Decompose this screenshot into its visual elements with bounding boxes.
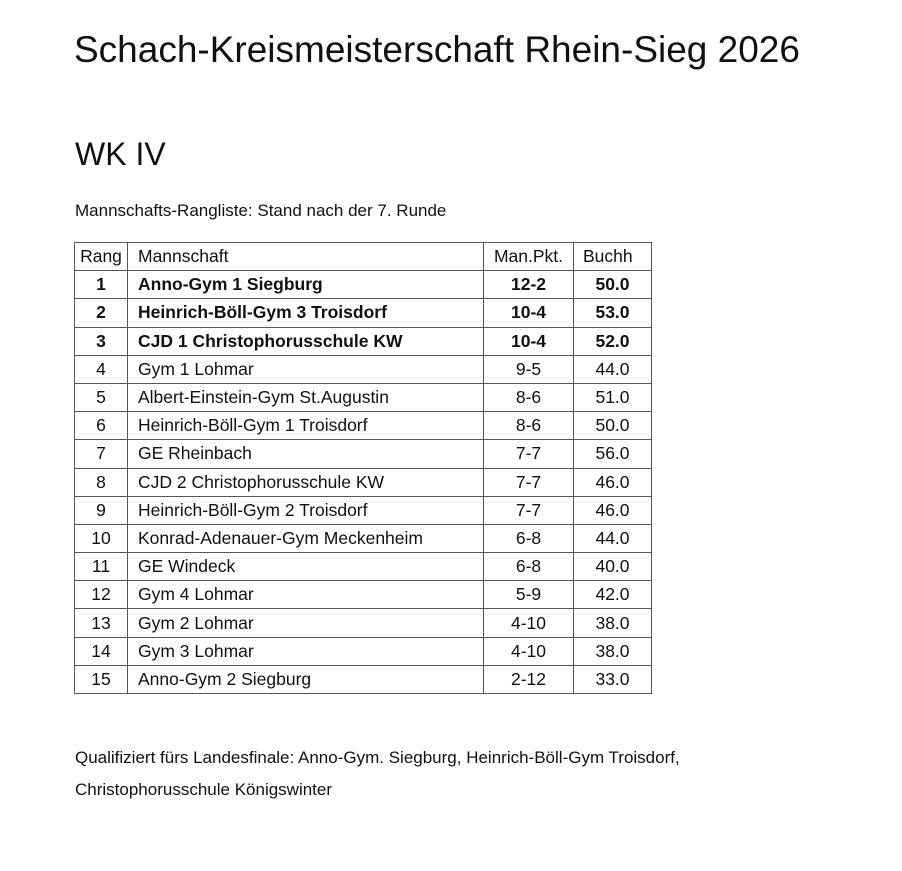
page-subtitle: WK IV (75, 136, 166, 172)
table-row (75, 299, 652, 327)
cell-points: 8-6 (484, 412, 574, 440)
cell-team: Heinrich-Böll-Gym 3 Troisdorf (128, 299, 484, 327)
table-header-row (75, 243, 652, 271)
cell-points: 7-7 (484, 468, 574, 496)
cell-team: CJD 2 Christophorusschule KW (128, 468, 484, 496)
cell-points: 4-10 (484, 637, 574, 665)
cell-buchh: 40.0 (574, 553, 652, 581)
table-row (75, 468, 652, 496)
header-buchh: Buchh (574, 243, 652, 271)
table-row (75, 412, 652, 440)
cell-team: Gym 1 Lohmar (128, 355, 484, 383)
cell-rang: 1 (75, 271, 128, 299)
cell-rang: 6 (75, 412, 128, 440)
cell-buchh: 52.0 (574, 327, 652, 355)
cell-buchh: 51.0 (574, 383, 652, 411)
table-row (75, 327, 652, 355)
table-row (75, 581, 652, 609)
cell-rang: 8 (75, 468, 128, 496)
table-row (75, 383, 652, 411)
table-row (75, 665, 652, 693)
cell-buchh: 38.0 (574, 637, 652, 665)
cell-rang: 3 (75, 327, 128, 355)
cell-buchh: 44.0 (574, 355, 652, 383)
table-row (75, 553, 652, 581)
table-row (75, 355, 652, 383)
table-row (75, 496, 652, 524)
cell-buchh: 33.0 (574, 665, 652, 693)
cell-team: Konrad-Adenauer-Gym Meckenheim (128, 524, 484, 552)
table-row (75, 609, 652, 637)
cell-rang: 10 (75, 524, 128, 552)
cell-points: 7-7 (484, 440, 574, 468)
cell-points: 5-9 (484, 581, 574, 609)
cell-team: GE Windeck (128, 553, 484, 581)
cell-rang: 15 (75, 665, 128, 693)
cell-rang: 2 (75, 299, 128, 327)
cell-team: Heinrich-Böll-Gym 1 Troisdorf (128, 412, 484, 440)
cell-buchh: 50.0 (574, 412, 652, 440)
table-row (75, 440, 652, 468)
cell-buchh: 56.0 (574, 440, 652, 468)
cell-rang: 14 (75, 637, 128, 665)
cell-points: 6-8 (484, 553, 574, 581)
cell-rang: 4 (75, 355, 128, 383)
qualification-note-line-1: Qualifiziert fürs Landesfinale: Anno-Gym. Siegburg, Heinrich-Böll-Gym Troisdorf, (75, 748, 680, 767)
cell-rang: 9 (75, 496, 128, 524)
cell-buchh: 46.0 (574, 496, 652, 524)
table-row (75, 524, 652, 552)
cell-buchh: 50.0 (574, 271, 652, 299)
cell-points: 6-8 (484, 524, 574, 552)
ranking-table-body (75, 271, 652, 694)
cell-points: 10-4 (484, 299, 574, 327)
header-rang: Rang (75, 243, 128, 271)
table-caption: Mannschafts-Rangliste: Stand nach der 7. Runde (75, 201, 447, 220)
cell-points: 2-12 (484, 665, 574, 693)
cell-team: Gym 4 Lohmar (128, 581, 484, 609)
cell-rang: 11 (75, 553, 128, 581)
cell-points: 8-6 (484, 383, 574, 411)
cell-buchh: 53.0 (574, 299, 652, 327)
cell-rang: 12 (75, 581, 128, 609)
cell-team: Heinrich-Böll-Gym 2 Troisdorf (128, 496, 484, 524)
header-points: Man.Pkt. (484, 243, 574, 271)
cell-team: Gym 3 Lohmar (128, 637, 484, 665)
cell-buchh: 44.0 (574, 524, 652, 552)
page-title: Schach-Kreismeisterschaft Rhein-Sieg 2026 (74, 29, 800, 70)
table-row (75, 637, 652, 665)
cell-rang: 7 (75, 440, 128, 468)
ranking-table (74, 242, 652, 694)
cell-team: Gym 2 Lohmar (128, 609, 484, 637)
cell-team: CJD 1 Christophorusschule KW (128, 327, 484, 355)
cell-buchh: 38.0 (574, 609, 652, 637)
cell-rang: 5 (75, 383, 128, 411)
cell-team: Anno-Gym 2 Siegburg (128, 665, 484, 693)
cell-points: 4-10 (484, 609, 574, 637)
cell-team: Anno-Gym 1 Siegburg (128, 271, 484, 299)
cell-rang: 13 (75, 609, 128, 637)
qualification-note-line-2: Christophorusschule Königswinter (75, 780, 333, 799)
header-team: Mannschaft (128, 243, 484, 271)
cell-points: 10-4 (484, 327, 574, 355)
cell-buchh: 46.0 (574, 468, 652, 496)
cell-points: 9-5 (484, 355, 574, 383)
qualification-note (75, 742, 855, 806)
cell-points: 7-7 (484, 496, 574, 524)
cell-buchh: 42.0 (574, 581, 652, 609)
cell-team: Albert-Einstein-Gym St.Augustin (128, 383, 484, 411)
cell-team: GE Rheinbach (128, 440, 484, 468)
table-row (75, 271, 652, 299)
cell-points: 12-2 (484, 271, 574, 299)
